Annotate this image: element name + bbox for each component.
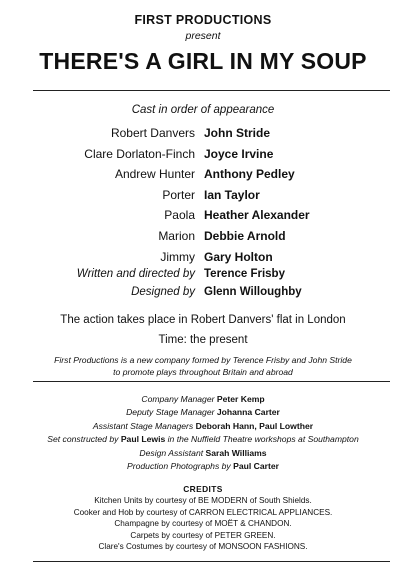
staff-line — [0, 461, 406, 474]
cast-role: Andrew Hunter — [114, 167, 195, 182]
staff-label: Design Assistant — [139, 447, 204, 458]
staff-name: Johanna Carter — [216, 407, 280, 418]
cast-actor: Ian Taylor — [204, 187, 260, 202]
presenter-name: FIRST PRODUCTIONS — [134, 13, 272, 27]
top-divider — [33, 90, 390, 91]
credit-line: Carpets by courtesy of PETER GREEN. — [130, 530, 276, 540]
credits-list — [0, 496, 406, 554]
cast-role: Paola — [164, 208, 195, 223]
credit-line: Cooker and Hob by courtesy of CARRON ELECTRICAL APPLIANCES. — [73, 507, 333, 517]
author-role: Designed by — [131, 285, 195, 298]
cast-row — [0, 229, 406, 250]
cast-actor: John Stride — [204, 126, 271, 140]
staff-label: Production Photographs by — [127, 460, 231, 471]
bottom-divider — [33, 561, 390, 562]
cast-actor: Anthony Pedley — [204, 167, 295, 182]
cast-actor: Debbie Arnold — [204, 228, 286, 243]
production-staff — [0, 394, 406, 474]
staff-line — [0, 421, 406, 434]
staff-line — [0, 434, 406, 447]
cast-actor: Joyce Irvine — [204, 146, 274, 161]
cast-row — [0, 188, 406, 209]
middle-divider — [33, 381, 390, 382]
author-role: Written and directed by — [76, 268, 195, 280]
cast-list — [0, 126, 406, 270]
author-credits — [0, 268, 406, 303]
setting-text: The action takes place in Robert Danvers' flat in London — [60, 314, 346, 326]
play-title: THERE'S A GIRL IN MY SOUP — [39, 48, 367, 74]
author-row — [0, 286, 406, 304]
staff-label: Deputy Stage Manager — [126, 407, 215, 418]
cast-role: Marion — [158, 228, 195, 243]
credits-heading: CREDITS — [183, 484, 223, 494]
cast-role: Porter — [162, 187, 195, 202]
staff-line — [0, 394, 406, 407]
cast-row — [0, 126, 406, 147]
staff-name: Paul Lewis — [120, 434, 166, 445]
staff-label: Company Manager — [141, 394, 215, 404]
present-label: present — [185, 30, 221, 42]
staff-name: Paul Carter — [233, 460, 279, 471]
cast-role: Robert Danvers — [110, 126, 195, 140]
cast-row — [0, 147, 406, 168]
staff-label: Assistant Stage Managers — [92, 420, 194, 431]
staff-label-suffix: in the Nuffield Theatre workshops at Southampton — [167, 434, 359, 445]
time-text: Time: the present — [158, 334, 248, 346]
cast-row — [0, 167, 406, 188]
company-blurb — [0, 354, 406, 378]
blurb-line: to promote plays throughout Britain and abroad — [113, 367, 293, 377]
staff-name: Sarah Williams — [205, 447, 267, 458]
staff-line — [0, 407, 406, 420]
author-name: Glenn Willoughby — [204, 285, 302, 298]
credit-line: Champagne by courtesy of MOËT & CHANDON. — [114, 519, 292, 529]
staff-label: Set constructed by — [47, 434, 119, 445]
cast-heading: Cast in order of appearance — [131, 104, 275, 116]
staff-name: Peter Kemp — [216, 394, 265, 404]
author-row — [0, 268, 406, 286]
staff-name: Deborah Hann, Paul Lowther — [195, 420, 314, 431]
cast-actor: Heather Alexander — [204, 208, 310, 223]
credit-line: Clare's Costumes by courtesy of MONSOON FASHIONS. — [98, 542, 308, 552]
cast-actor: Gary Holton — [204, 249, 273, 264]
author-name: Terence Frisby — [204, 268, 285, 280]
credit-line: Kitchen Units by courtesy of BE MODERN of South Shields. — [94, 496, 312, 505]
blurb-line: First Productions is a new company formed by Terence Frisby and John Stride — [54, 355, 352, 365]
cast-role: Jimmy — [160, 249, 195, 264]
cast-row — [0, 208, 406, 229]
staff-line — [0, 448, 406, 461]
cast-role: Clare Dorlaton-Finch — [84, 146, 195, 161]
